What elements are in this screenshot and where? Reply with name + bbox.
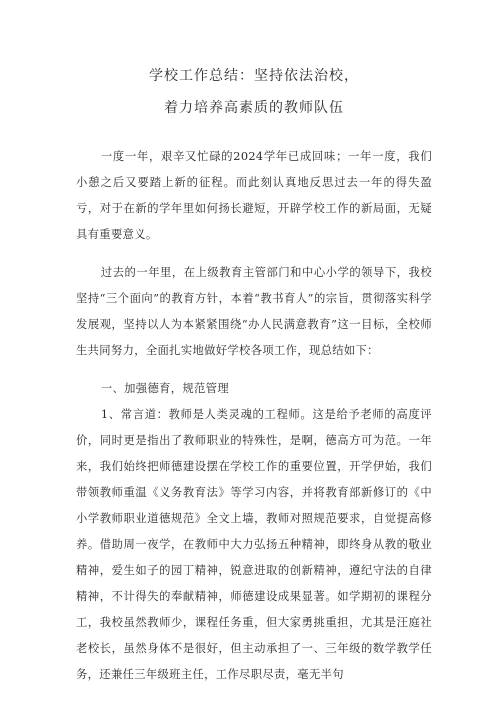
section-heading-moral-education: 一、加强德育，规范管理 — [100, 382, 229, 395]
intro-paragraph: 一度一年，艰辛又忙碌的2024学年已成回味；一年一度，我们小憩之后又要踏上新的征程。而此刻认真地反思过去一年的得失盈亏，对于在新的学年里如何扬长避短，开辟学校工作的新局面，无疑具有重要意义。 — [76, 150, 432, 241]
document-title-line-1: 学校工作总结：坚持依法治校， — [149, 68, 359, 84]
teacher-ethics-paragraph: 1、常言道：教师是人类灵魂的工程师。这是给予老师的高度评价，同时更是指出了教师职业的特殊性，是啊，德高方可为范。一年来，我们始终把师德建设摆在学校工作的重要位置，开学伊始，我们带领教师重温《义务教育法》等学习内容，并将教育部新修订的《中小学教师职业道德规范》全文上墙，教师对照规范要求，自觉提高修养。借助周一夜学，在教师中大力弘扬五种精神，即终身从教的敬业精神，爱生如子的园丁精神，锐意进取的创新精神，遵纪守法的自律精神，不计得失的奉献精神，师德建设成果显著。如学期初的课程分工，我校虽然教师少，课程任务重，但大家勇挑重担，尤其是汪庭社老校长，虽然身体不是很好，但主动承担了一、三年级的数学教学任务，还兼任三年级班主任，工作尽职尽责，毫无半句 — [76, 408, 432, 681]
document-title-line-2: 着力培养高素质的教师队伍 — [164, 100, 344, 116]
summary-paragraph: 过去的一年里，在上级教育主管部门和中心小学的领导下，我校坚持“三个面向”的教育方针，本着“教书育人”的宗旨，贯彻落实科学发展观，坚持以人为本紧紧围绕“办人民满意教育”这一目标，全校师生共同努力，全面扎实地做好学校各项工作，现总结如下： — [76, 266, 432, 357]
